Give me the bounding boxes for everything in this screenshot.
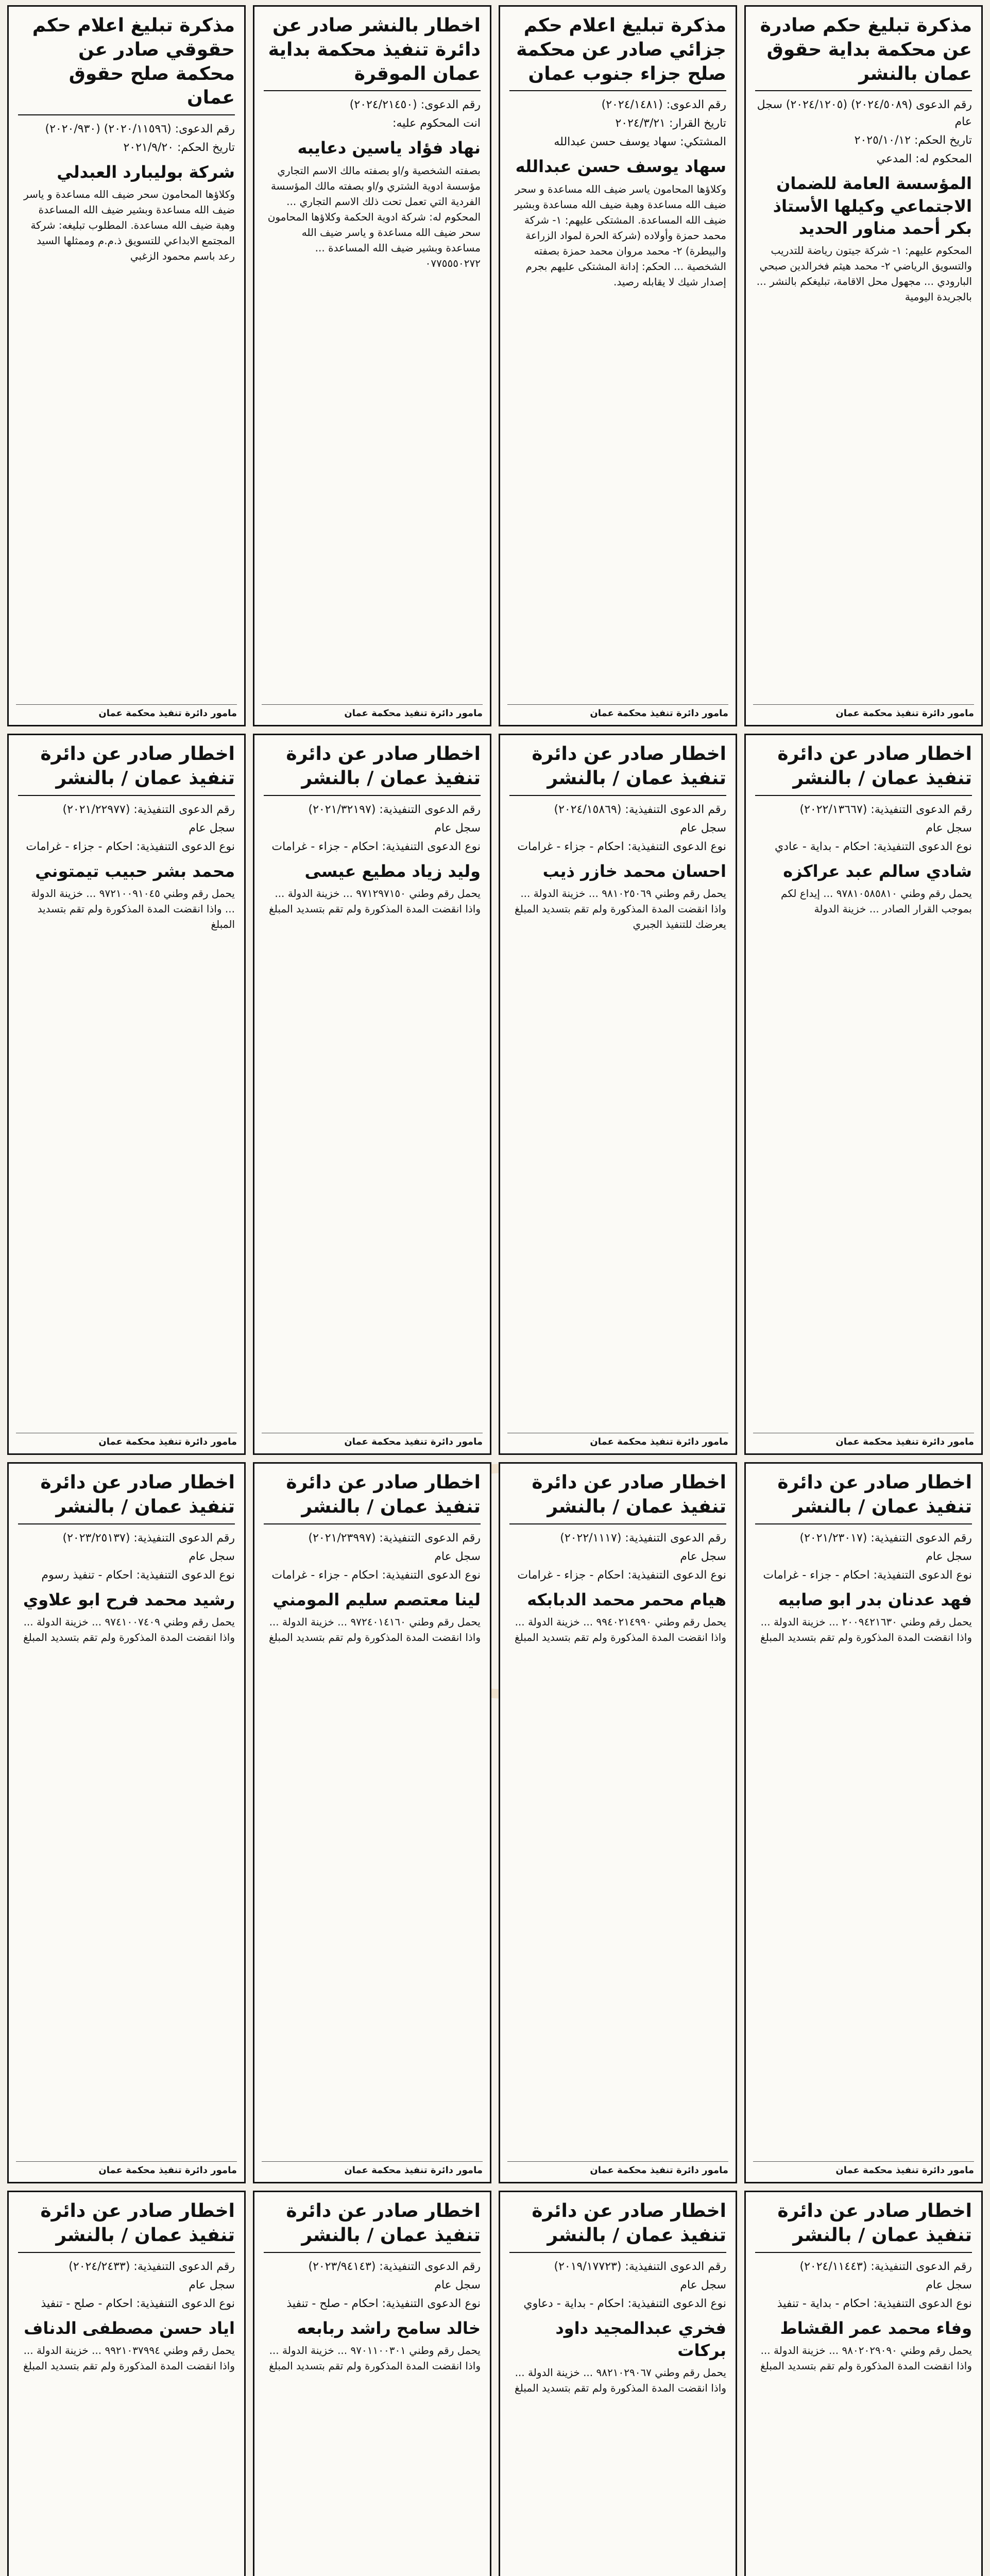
notice-title: اخطار صادر عن دائرة تنفيذ عمان / بالنشر xyxy=(264,1471,481,1524)
notice-title: اخطار صادر عن دائرة تنفيذ عمان / بالنشر xyxy=(755,1471,972,1524)
notice-line: نوع الدعوى التنفيذية: احكام - جزاء - غرامات xyxy=(26,840,235,853)
party-name: اياد حسن مصطفى الدناف xyxy=(24,2318,235,2338)
notice-footer: مامور دائرة تنفيذ محكمة عمان xyxy=(262,704,483,720)
legal-notice xyxy=(253,2191,491,2576)
notice-title: اخطار صادر عن دائرة تنفيذ عمان / بالنشر xyxy=(18,742,235,796)
notice-line: رقم الدعوى التنفيذية: (٢٠٢٣/٢٥١٣٧) xyxy=(62,1531,235,1545)
notice-footer: مامور دائرة تنفيذ محكمة عمان xyxy=(262,1433,483,1448)
notice-line: نوع الدعوى التنفيذية: احكام - بداية - تنفيذ xyxy=(777,2297,972,2310)
notice-line: سجل عام xyxy=(189,2278,235,2292)
notice-footer: مامور دائرة تنفيذ محكمة عمان xyxy=(753,704,974,720)
notice-line: رقم الدعوى التنفيذية: (٢٠٢٤/٢٤٣٣) xyxy=(69,2260,235,2273)
notice-line: رقم الدعوى: (٢٠٢٠/١١٥٩٦) (٢٠٢٠/٩٣٠) xyxy=(45,123,235,136)
notice-line: انت المحكوم عليه: xyxy=(392,117,481,130)
notice-body: بصفته الشخصية و/او بصفته مالك الاسم التجاري مؤسسة ادوية الشتري و/او بصفته مالك المؤسسة الفردية التي تعمل تحت ذلك الاسم التجاري ... المحكوم له: شركة ادوية الحكمة وكلاؤها المحامون سحر ضيف الله مساعدة و ياسر ضيف الله مساعدة وبشير ضيف الله المساعدة ... ٠٧٧٥٥٥٠٢٧٢ xyxy=(267,164,481,269)
party-name: شركة بوليبارد العبدلي xyxy=(57,162,235,182)
legal-notice xyxy=(253,1462,491,2183)
notice-body: يحمل رقم وطني ٩٨١٠٢٥٠٦٩ ... خزينة الدولة ... واذا انقضت المدة المذكورة ولم تقم بتسديد المبلغ يعرضك للتنفيذ الجبري xyxy=(515,887,726,930)
notice-footer: مامور دائرة تنفيذ محكمة عمان xyxy=(262,2161,483,2177)
notice-line: نوع الدعوى التنفيذية: احكام - صلح - تنفيذ xyxy=(41,2297,235,2310)
notice-line: رقم الدعوى التنفيذية: (٢٠٢٤/١٥٨٦٩) xyxy=(554,803,726,816)
notice-line: نوع الدعوى التنفيذية: احكام - جزاء - غرامات xyxy=(271,840,481,853)
notice-line: رقم الدعوى التنفيذية: (٢٠٢١/٢٣٠١٧) xyxy=(799,1531,972,1545)
notice-line: نوع الدعوى التنفيذية: احكام - جزاء - غرامات xyxy=(271,1568,481,1582)
notice-body: يحمل رقم وطني ٩٧٤١٠٠٧٤٠٩ ... خزينة الدولة ... واذا انقضت المدة المذكورة ولم تقم بتسديد المبلغ xyxy=(23,1615,235,1643)
notice-line: سجل عام xyxy=(434,1550,481,1563)
party-name: وفاء محمد عمر القشاط xyxy=(780,2318,972,2338)
notice-line: سجل عام xyxy=(434,2278,481,2292)
legal-notice xyxy=(744,1462,983,2183)
party-name: لينا معتصم سليم المومني xyxy=(272,1589,481,1609)
party-name: فخري عبدالمجيد داود بركات xyxy=(555,2318,726,2360)
notice-line: المشتكي: سهاد يوسف حسن عبدالله xyxy=(554,135,726,149)
notice-body: وكلاؤها المحامون سحر ضيف الله مساعدة و ياسر ضيف الله مساعدة وبشير ضيف الله المساعدة وهبة ضيف الله مساعدة. المطلوب تبليغه: شركة المجتمع الابداعي للتسويق ذ.م.م وممثلها السيد رعد باسم محمود الزغبي xyxy=(24,188,235,263)
notice-line: نوع الدعوى التنفيذية: احكام - تنفيذ رسوم xyxy=(41,1568,235,1582)
notice-line: نوع الدعوى التنفيذية: احكام - جزاء - غرامات xyxy=(517,840,726,853)
notice-line: رقم الدعوى التنفيذية: (٢٠٢١/٢٢٩٧٧) xyxy=(62,803,235,816)
legal-notice xyxy=(7,5,246,726)
party-name: المؤسسة العامة للضمان الاجتماعي وكيلها الأستاذ بكر أحمد مناور الحديد xyxy=(773,174,972,238)
notice-body: يحمل رقم وطني ٩٧٢١٠٠٩١٠٤٥ ... خزينة الدولة ... واذا انقضت المدة المذكورة ولم تقم بتسديد المبلغ xyxy=(31,887,235,930)
notice-line: تاريخ الحكم: ٢٠٢٥/١٠/١٢ xyxy=(854,134,972,147)
notice-body: يحمل رقم وطني ٢٠٠٩٤٢١٦٣٠ ... خزينة الدولة ... واذا انقضت المدة المذكورة ولم تقم بتسديد المبلغ xyxy=(760,1615,972,1643)
notice-footer: مامور دائرة تنفيذ محكمة عمان xyxy=(507,1433,728,1448)
notice-title: مذكرة تبليغ اعلام حكم جزائي صادر عن محكمة صلح جزاء جنوب عمان xyxy=(509,14,726,91)
party-name: خالد سامح راشد ربابعه xyxy=(297,2318,481,2338)
legal-notice xyxy=(499,734,737,1455)
notice-title: اخطار صادر عن دائرة تنفيذ عمان / بالنشر xyxy=(18,2199,235,2253)
legal-notice xyxy=(744,2191,983,2576)
notice-body: يحمل رقم وطني ٩٧٢٤٠١٤١٦٠ ... خزينة الدولة ... واذا انقضت المدة المذكورة ولم تقم بتسديد المبلغ xyxy=(269,1615,481,1643)
notice-footer: مامور دائرة تنفيذ محكمة عمان xyxy=(16,704,237,720)
notice-line: نوع الدعوى التنفيذية: احكام - بداية - دعاوي xyxy=(523,2297,726,2310)
notice-footer: مامور دائرة تنفيذ محكمة عمان xyxy=(507,2161,728,2177)
notice-title: مذكرة تبليغ اعلام حكم حقوقي صادر عن محكمة صلح حقوق عمان xyxy=(18,14,235,115)
notice-line: رقم الدعوى: (٢٠٢٤/٢١٤٥٠) xyxy=(349,98,481,112)
notice-body: يحمل رقم وطني ٩٧١٢٩٧١٥٠ ... خزينة الدولة ... واذا انقضت المدة المذكورة ولم تقم بتسديد المبلغ xyxy=(269,887,481,915)
party-name: هيام محمر محمد الدبابكه xyxy=(527,1589,726,1609)
legal-notice xyxy=(253,734,491,1455)
notice-body: يحمل رقم وطني ٩٨٢١٠٢٩٠٦٧ ... خزينة الدولة ... واذا انقضت المدة المذكورة ولم تقم بتسديد المبلغ xyxy=(515,2366,726,2394)
notice-line: رقم الدعوى التنفيذية: (٢٠١٩/١٧٧٢٣) xyxy=(554,2260,726,2273)
notice-body: يحمل رقم وطني ٩٧٨١٠٥٨٥٨١٠ ... إيداع لكم بموجب القرار الصادر ... خزينة الدولة xyxy=(781,887,972,915)
notice-title: اخطار بالنشر صادر عن دائرة تنفيذ محكمة بداية عمان الموقرة xyxy=(264,14,481,91)
notice-line: تاريخ القرار: ٢٠٢٤/٣/٢١ xyxy=(615,117,726,130)
notice-line: رقم الدعوى التنفيذية: (٢٠٢٣/٩٤١٤٣) xyxy=(308,2260,481,2273)
notice-title: اخطار صادر عن دائرة تنفيذ عمان / بالنشر xyxy=(264,742,481,796)
notice-line: سجل عام xyxy=(434,821,481,835)
notice-body: يحمل رقم وطني ٩٩٤٠٢١٤٩٩٠ ... خزينة الدولة ... واذا انقضت المدة المذكورة ولم تقم بتسديد المبلغ xyxy=(515,1615,726,1643)
notice-line: نوع الدعوى التنفيذية: احكام - جزاء - غرامات xyxy=(517,1568,726,1582)
notice-line: سجل عام xyxy=(926,1550,972,1563)
notice-line: رقم الدعوى التنفيذية: (٢٠٢٤/١١٤٤٣) xyxy=(799,2260,972,2273)
notice-title: اخطار صادر عن دائرة تنفيذ عمان / بالنشر xyxy=(755,2199,972,2253)
notice-line: رقم الدعوى التنفيذية: (٢٠٢١/٢٣٩٩٧) xyxy=(308,1531,481,1545)
notice-line: رقم الدعوى: (٢٠٢٤/١٤٨١) xyxy=(601,98,726,112)
notice-line: تاريخ الحكم: ٢٠٢١/٩/٢٠ xyxy=(123,141,235,155)
notice-title: اخطار صادر عن دائرة تنفيذ عمان / بالنشر xyxy=(509,2199,726,2253)
notice-line: سجل عام xyxy=(680,1550,726,1563)
party-name: احسان محمد خازر ذيب xyxy=(542,861,726,881)
notice-line: نوع الدعوى التنفيذية: احكام - جزاء - غرامات xyxy=(763,1568,972,1582)
notice-title: مذكرة تبليغ حكم صادرة عن محكمة بداية حقوق عمان بالنشر xyxy=(755,14,972,91)
legal-notice xyxy=(499,5,737,726)
notice-footer: مامور دائرة تنفيذ محكمة عمان xyxy=(507,704,728,720)
legal-notice xyxy=(7,734,246,1455)
party-name: رشيد محمد فرح ابو علاوي xyxy=(23,1589,235,1609)
notice-line: سجل عام xyxy=(680,2278,726,2292)
notice-title: اخطار صادر عن دائرة تنفيذ عمان / بالنشر xyxy=(755,742,972,796)
notice-title: اخطار صادر عن دائرة تنفيذ عمان / بالنشر xyxy=(509,1471,726,1524)
notice-line: رقم الدعوى التنفيذية: (٢٠٢٢/١١١٧) xyxy=(560,1531,726,1545)
notice-body: المحكوم عليهم: ١- شركة جيتون رياضة للتدريب والتسويق الرياضي ٢- محمد هيثم فخرالدين صبحي البارودي ... مجهول محل الاقامة، تبليغكم بالنشر ... بالجريدة اليومية xyxy=(756,244,972,303)
notice-line: سجل عام xyxy=(926,821,972,835)
party-name: نهاد فؤاد ياسين دعايبه xyxy=(297,138,481,158)
legal-notice xyxy=(7,1462,246,2183)
notice-body: يحمل رقم وطني ٩٩٢١٠٣٧٩٩٤ ... خزينة الدولة ... واذا انقضت المدة المذكورة ولم تقم بتسديد المبلغ xyxy=(23,2344,235,2372)
notice-line: رقم الدعوى التنفيذية: (٢٠٢١/٣٢١٩٧) xyxy=(308,803,481,816)
legal-notice xyxy=(744,734,983,1455)
legal-notice xyxy=(499,2191,737,2576)
party-name: شادي سالم عبد عراكزه xyxy=(783,861,972,881)
notice-line: نوع الدعوى التنفيذية: احكام - صلح - تنفيذ xyxy=(286,2297,481,2310)
notice-line: سجل عام xyxy=(926,2278,972,2292)
notice-line: رقم الدعوى (٢٠٢٤/٥٠٨٩) (٢٠٢٤/١٢٠٥) سجل عام xyxy=(757,98,972,129)
notice-line: سجل عام xyxy=(189,1550,235,1563)
notice-line: نوع الدعوى التنفيذية: احكام - بداية - عادي xyxy=(775,840,972,853)
notice-line: المحكوم له: المدعي xyxy=(876,152,972,166)
notice-line: سجل عام xyxy=(189,821,235,835)
party-name: محمد بشر حبيب تيمتوني xyxy=(35,861,235,881)
legal-notice xyxy=(7,2191,246,2576)
legal-notice xyxy=(744,5,983,726)
notice-body: وكلاؤها المحامون ياسر ضيف الله مساعدة و سحر ضيف الله مساعدة وهبة ضيف الله مساعدة وبشير ضيف الله المساعدة. المشتكى عليهم: ١- شركة محمد حمزة وأولاده (شركة الحرة لمواد الزراعة والبيطرة) ٢- محمد مروان محمد حمزة بصفته الشخصية ... الحكم: إدانة المشتكى عليهم بجرم إصدار شيك لا يقابله رصيد. xyxy=(514,182,726,288)
party-name: وليد زياد مطيع عيسى xyxy=(304,861,481,881)
legal-notice xyxy=(253,5,491,726)
notice-body: يحمل رقم وطني ٩٨٠٢٠٢٩٠٩٠ ... خزينة الدولة ... واذا انقضت المدة المذكورة ولم تقم بتسديد المبلغ xyxy=(760,2344,972,2372)
notice-footer: مامور دائرة تنفيذ محكمة عمان xyxy=(753,2161,974,2177)
notice-title: اخطار صادر عن دائرة تنفيذ عمان / بالنشر xyxy=(509,742,726,796)
notice-line: سجل عام xyxy=(680,821,726,835)
notice-body: يحمل رقم وطني ٩٧٠١١٠٠٣٠١ ... خزينة الدولة ... واذا انقضت المدة المذكورة ولم تقم بتسديد المبلغ xyxy=(269,2344,481,2372)
notice-title: اخطار صادر عن دائرة تنفيذ عمان / بالنشر xyxy=(264,2199,481,2253)
notice-footer: مامور دائرة تنفيذ محكمة عمان xyxy=(753,1433,974,1448)
legal-notice xyxy=(499,1462,737,2183)
party-name: سهاد يوسف حسن عبدالله xyxy=(515,157,726,177)
notice-footer: مامور دائرة تنفيذ محكمة عمان xyxy=(16,1433,237,1448)
notice-footer: مامور دائرة تنفيذ محكمة عمان xyxy=(16,2161,237,2177)
party-name: فهد عدنان بدر ابو صابيه xyxy=(778,1589,972,1609)
notice-line: رقم الدعوى التنفيذية: (٢٠٢٢/١٣٦٦٧) xyxy=(799,803,972,816)
notice-title: اخطار صادر عن دائرة تنفيذ عمان / بالنشر xyxy=(18,1471,235,1524)
